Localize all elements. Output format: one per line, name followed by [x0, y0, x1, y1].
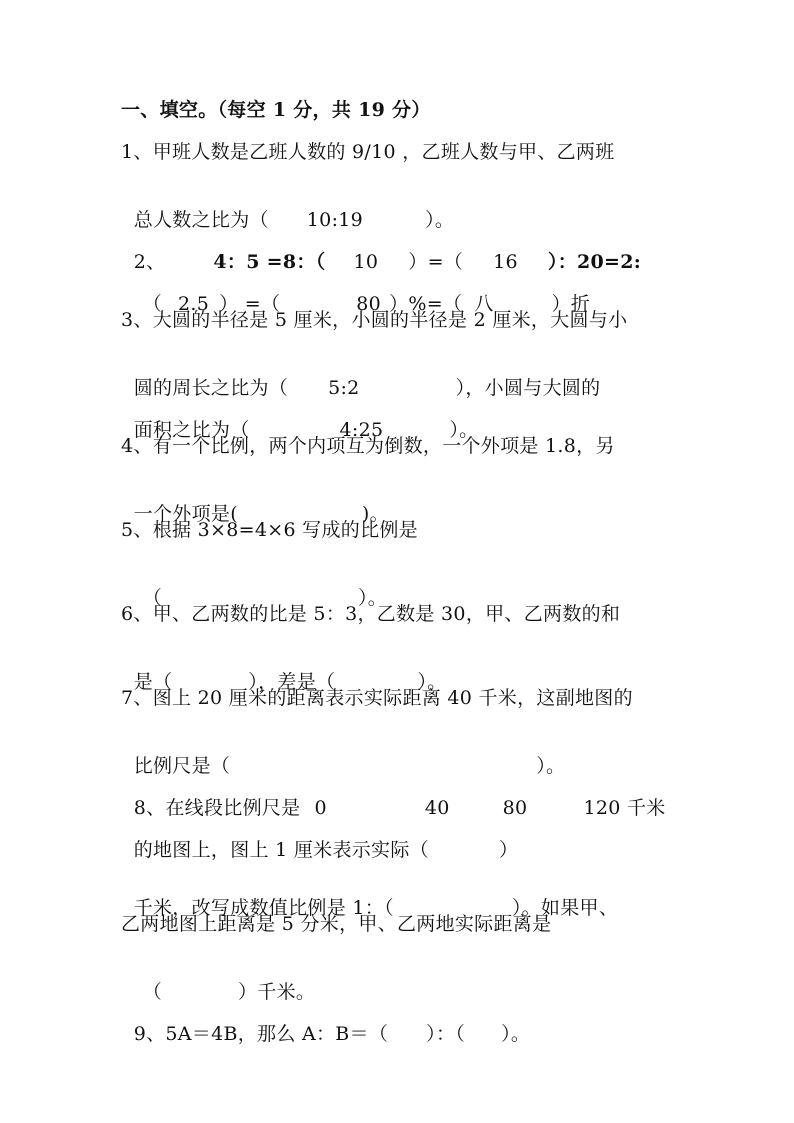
q3-close: ）。: [449, 419, 479, 441]
q4-close: )。: [361, 503, 389, 525]
q5-open: （: [142, 587, 162, 609]
q1-close: ）。: [425, 209, 455, 231]
section-title: 一、填空。（每空 1 分，共 19 分）: [121, 99, 431, 121]
q2-answer-10: 10: [353, 251, 379, 273]
q4-text: 一个外项是(: [133, 503, 238, 525]
q3-answer-1: 5:2: [328, 377, 360, 399]
question-4-line-1: 4、有一个比例，两个内项互为倒数，一个外项是 1.8，另: [121, 435, 615, 457]
q2-eq: ） =（: [219, 293, 281, 315]
q2-answer-ba: 八: [474, 293, 494, 315]
question-5-line-1: 5、根据 3×8=4×6 写成的比例是: [121, 519, 418, 541]
q2-part3: ）：20=2:: [547, 251, 642, 273]
question-3-line-1: 3、大圆的半径是 5 厘米，小圆的半径是 2 厘米，大圆与小: [121, 309, 628, 331]
q8-text-3: 千米，改写成数值比例是 1：（: [133, 897, 394, 919]
question-6-line-1: 6、甲、乙两数的比是 5：3，乙数是 30，甲、乙两数的和: [121, 603, 621, 625]
q3-text-2: ），小圆与大圆的: [455, 377, 601, 399]
q2-open: （: [142, 293, 162, 315]
q2-answer-80: 80: [356, 293, 382, 315]
q2-part1: 4：5 =8：（: [213, 251, 326, 273]
q8-scale-80: 80: [502, 797, 528, 819]
q3-answer-2: 4:25: [339, 419, 384, 441]
q8-text-4: ）。如果甲、: [511, 897, 619, 919]
question-9: [121, 995, 530, 1047]
q6-text: 是（: [133, 671, 173, 693]
q9-mid: ）：（: [426, 1023, 466, 1045]
q8-open: （: [142, 981, 162, 1003]
question-7-line-1: 7、图上 20 厘米的距离表示实际距离 40 千米，这副地图的: [121, 687, 633, 709]
question-1-line-1: 1、甲班人数是乙班人数的 9/10 ，乙班人数与甲、乙两班: [121, 141, 615, 163]
q7-close: ）。: [536, 755, 566, 777]
q2-part2: ）=（: [408, 251, 464, 273]
q8-scale-40: 40: [424, 797, 450, 819]
q8-text: 8、在线段比例尺是: [133, 797, 301, 819]
q3-text-3: 面积之比为（: [133, 419, 250, 441]
q5-close: ）。: [358, 587, 388, 609]
q8-scale-120: 120 千米: [583, 797, 666, 819]
q6-mid: ），差是（: [248, 671, 336, 693]
q1-answer: 10:19: [306, 209, 364, 231]
q8-text-2: 的地图上，图上 1 厘米表示实际（: [133, 839, 429, 861]
q2-percent: ）%=（: [389, 293, 463, 315]
q7-text: 比例尺是（: [133, 755, 231, 777]
q2-answer-16: 16: [493, 251, 518, 273]
q9-text: 9、5A＝4B，那么 A：B＝（: [133, 1023, 389, 1045]
q2-zhe: ）折: [551, 293, 591, 315]
q2-number: 2、: [133, 251, 166, 273]
q9-close: ）。: [501, 1023, 531, 1045]
question-8-line-2: [121, 811, 518, 863]
q8-close-3: ）千米。: [238, 981, 316, 1003]
q8-close-1: ）: [498, 839, 519, 861]
q3-text-1: 圆的周长之比为（: [133, 377, 289, 399]
q6-close: ）。: [417, 671, 447, 693]
question-8-line-4: 乙两地图上距离是 5 分米，甲、乙两地实际距离是: [121, 913, 552, 935]
q2-answer-2-5: 2.5: [178, 293, 210, 315]
q1-text: 总人数之比为（: [133, 209, 269, 231]
q8-scale-0: 0: [314, 797, 327, 819]
